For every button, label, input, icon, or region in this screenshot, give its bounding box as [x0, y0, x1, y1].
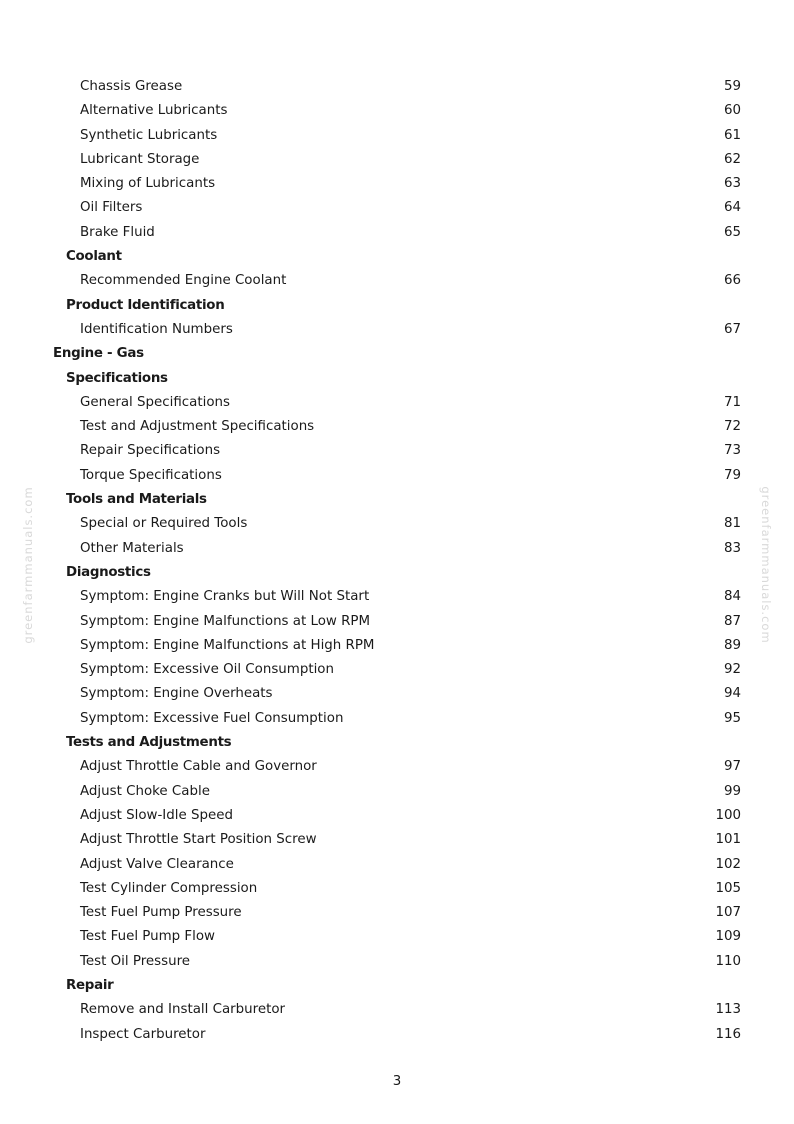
toc-entry-title: Tools and Materials: [66, 492, 207, 508]
toc-entry[interactable]: [0, 901, 794, 925]
toc-entry-title: Coolant: [66, 249, 122, 265]
toc-section-heading[interactable]: [0, 245, 794, 269]
toc-entry-title: Tests and Adjustments: [66, 735, 232, 751]
toc-entry-title: Repair: [66, 977, 114, 993]
toc-entry[interactable]: [0, 172, 794, 196]
toc-entry-title: Synthetic Lubricants: [80, 127, 218, 143]
toc-entry[interactable]: [0, 439, 794, 463]
toc-entry[interactable]: [0, 537, 794, 561]
toc-entry-page-number: 116: [715, 1026, 741, 1042]
toc-entry[interactable]: [0, 318, 794, 342]
toc-entry-page-number: 60: [723, 103, 741, 119]
toc-entry[interactable]: [0, 950, 794, 974]
toc-entry-page-number: 113: [715, 1002, 741, 1018]
toc-entry-page-number: 99: [723, 783, 741, 799]
toc-entry-page-number: 105: [715, 880, 741, 896]
toc-entry-title: Adjust Choke Cable: [80, 783, 210, 799]
toc-entry-page-number: 61: [723, 127, 741, 143]
toc-entry-title: Symptom: Engine Cranks but Will Not Start: [80, 589, 370, 605]
toc-section-heading[interactable]: [0, 367, 794, 391]
toc-entry-page-number: 79: [723, 467, 741, 483]
toc-entry[interactable]: [0, 75, 794, 99]
toc-entry-page-number: 72: [723, 419, 741, 435]
toc-entry-title: Adjust Slow-Idle Speed: [80, 807, 233, 823]
toc-entry-page-number: 67: [723, 321, 741, 337]
toc-entry[interactable]: [0, 1023, 794, 1047]
toc-entry-title: Lubricant Storage: [80, 151, 200, 167]
toc-entry[interactable]: [0, 196, 794, 220]
toc-section-heading[interactable]: [0, 342, 794, 366]
toc-entry-title: Engine - Gas: [53, 346, 144, 362]
toc-entry-title: Torque Specifications: [80, 467, 222, 483]
toc-entry-page-number: 97: [723, 759, 741, 775]
toc-entry[interactable]: [0, 221, 794, 245]
toc-entry[interactable]: [0, 124, 794, 148]
toc-entry[interactable]: [0, 780, 794, 804]
toc-entry[interactable]: [0, 877, 794, 901]
toc-entry[interactable]: [0, 682, 794, 706]
toc-entry[interactable]: [0, 610, 794, 634]
toc-entry-page-number: 81: [723, 516, 741, 532]
toc-entry[interactable]: [0, 998, 794, 1022]
table-of-contents: [0, 75, 794, 1047]
toc-entry[interactable]: [0, 755, 794, 779]
toc-entry-title: Specifications: [66, 370, 168, 386]
toc-entry-title: Symptom: Excessive Fuel Consumption: [80, 710, 344, 726]
toc-entry-title: Oil Filters: [80, 200, 143, 216]
toc-section-heading[interactable]: [0, 488, 794, 512]
toc-entry[interactable]: [0, 148, 794, 172]
toc-entry-page-number: 95: [723, 710, 741, 726]
toc-section-heading[interactable]: [0, 731, 794, 755]
toc-entry-title: Identification Numbers: [80, 321, 233, 337]
toc-entry[interactable]: [0, 391, 794, 415]
toc-entry-title: Test Fuel Pump Flow: [80, 929, 215, 945]
toc-entry-page-number: 110: [715, 953, 741, 969]
toc-entry[interactable]: [0, 925, 794, 949]
toc-entry-page-number: 83: [723, 540, 741, 556]
toc-entry-page-number: 62: [723, 151, 741, 167]
toc-entry[interactable]: [0, 634, 794, 658]
toc-entry-title: Chassis Grease: [80, 79, 183, 94]
toc-entry-page-number: 107: [715, 905, 741, 921]
toc-entry[interactable]: [0, 853, 794, 877]
toc-entry-page-number: 71: [723, 394, 741, 410]
toc-entry-title: Inspect Carburetor: [80, 1026, 206, 1042]
toc-entry[interactable]: [0, 828, 794, 852]
toc-entry-page-number: 100: [715, 807, 741, 823]
toc-entry-title: Alternative Lubricants: [80, 103, 228, 119]
toc-entry[interactable]: [0, 464, 794, 488]
toc-entry-title: Adjust Throttle Start Position Screw: [80, 832, 317, 848]
toc-entry-page-number: 102: [715, 856, 741, 872]
toc-entry-title: Special or Required Tools: [80, 516, 248, 532]
watermark-right: greenfarmmanuals.com: [759, 486, 773, 644]
toc-entry[interactable]: [0, 512, 794, 536]
toc-entry-title: Recommended Engine Coolant: [80, 273, 287, 289]
toc-entry-page-number: 64: [723, 200, 741, 216]
toc-entry-page-number: 59: [723, 79, 741, 94]
toc-entry-title: Repair Specifications: [80, 443, 221, 459]
toc-entry-title: Product Identification: [66, 297, 225, 313]
toc-entry[interactable]: [0, 707, 794, 731]
toc-entry-title: Mixing of Lubricants: [80, 176, 216, 192]
toc-entry-title: Test Cylinder Compression: [80, 880, 258, 896]
toc-entry[interactable]: [0, 804, 794, 828]
toc-entry[interactable]: [0, 269, 794, 293]
toc-entry-page-number: 101: [715, 832, 741, 848]
toc-entry[interactable]: [0, 415, 794, 439]
page-number: 3: [392, 1074, 402, 1089]
toc-entry-title: Remove and Install Carburetor: [80, 1002, 286, 1018]
toc-entry-title: Test and Adjustment Specifications: [80, 419, 315, 435]
toc-entry-page-number: 94: [723, 686, 741, 702]
toc-entry-page-number: 66: [723, 273, 741, 289]
toc-entry[interactable]: [0, 658, 794, 682]
toc-entry-title: Test Fuel Pump Pressure: [80, 905, 242, 921]
toc-entry-title: Adjust Throttle Cable and Governor: [80, 759, 317, 775]
toc-entry-title: Symptom: Excessive Oil Consumption: [80, 662, 334, 678]
toc-entry-title: Test Oil Pressure: [80, 953, 191, 969]
toc-section-heading[interactable]: [0, 974, 794, 998]
toc-section-heading[interactable]: [0, 561, 794, 585]
toc-entry-title: General Specifications: [80, 394, 230, 410]
toc-entry-page-number: 109: [715, 929, 741, 945]
toc-entry[interactable]: [0, 585, 794, 609]
toc-entry-title: Other Materials: [80, 540, 184, 556]
toc-entry-title: Symptom: Engine Malfunctions at High RPM: [80, 637, 375, 653]
toc-entry-page-number: 87: [723, 613, 741, 629]
toc-entry-title: Adjust Valve Clearance: [80, 856, 234, 872]
watermark-left: greenfarmmanuals.com: [21, 486, 35, 644]
toc-entry-page-number: 63: [723, 176, 741, 192]
toc-entry-title: Diagnostics: [66, 564, 151, 580]
toc-section-heading[interactable]: [0, 294, 794, 318]
toc-entry-page-number: 73: [723, 443, 741, 459]
toc-entry-page-number: 84: [723, 589, 741, 605]
toc-entry-page-number: 92: [723, 662, 741, 678]
toc-entry-title: Brake Fluid: [80, 224, 155, 240]
toc-entry-page-number: 65: [723, 224, 741, 240]
toc-entry-page-number: 89: [723, 637, 741, 653]
toc-entry-title: Symptom: Engine Overheats: [80, 686, 273, 702]
toc-entry[interactable]: [0, 99, 794, 123]
toc-entry-title: Symptom: Engine Malfunctions at Low RPM: [80, 613, 371, 629]
